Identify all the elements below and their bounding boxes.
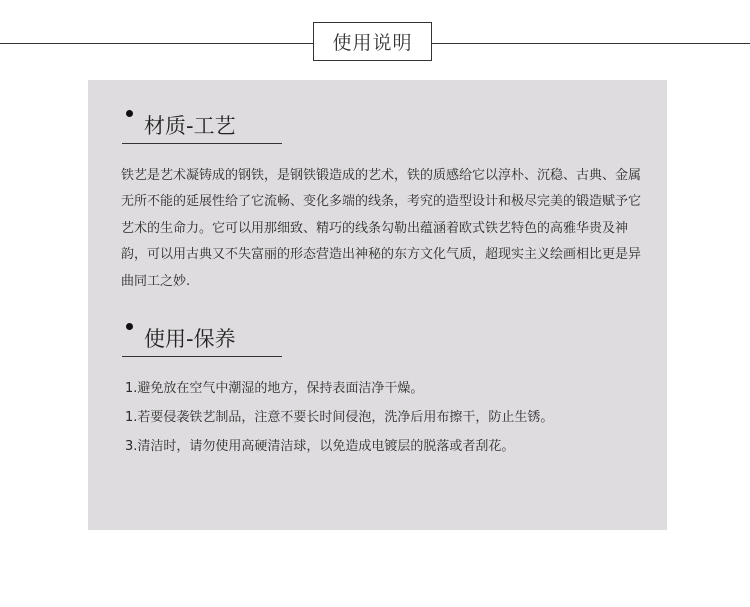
content-panel <box>88 80 667 530</box>
bullet-dot-icon <box>126 323 133 330</box>
list-item: 1.若要侵袭铁艺制品，注意不要长时间侵泡，洗净后用布擦干，防止生锈。 <box>125 410 554 425</box>
page-title-text: 使用说明 <box>332 32 413 54</box>
list-item: 1.避免放在空气中潮湿的地方，保持表面洁净干燥。 <box>125 381 424 396</box>
section-heading-text: 材质-工艺 <box>144 114 236 138</box>
bullet-dot-icon <box>126 110 133 117</box>
section-heading-care <box>122 319 282 357</box>
section-heading-text: 使用-保养 <box>144 327 236 351</box>
material-description: 铁艺是艺术凝铸成的钢铁，是钢铁锻造成的艺术，铁的质感给它以淳朴、沉稳、古典、金属无所不能的延展性给了它流畅、变化多端的线条，考究的造型设计和极尽完美的锻造赋予它艺术的生命力。它可以用那细致、精巧的线条勾勒出蕴涵着欧式铁艺特色的高雅华贵及神韵，可以用古典又不失富丽的形态营造出神秘的东方文化气质，超现实主义绘画相比更是异曲同工之妙. <box>121 168 642 289</box>
care-instructions-list <box>125 374 655 461</box>
section-heading-material <box>122 106 282 144</box>
list-item: 3.清洁时，请勿使用高硬清洁球，以免造成电镀层的脱落或者刮花。 <box>125 439 515 454</box>
page-title <box>313 22 432 61</box>
